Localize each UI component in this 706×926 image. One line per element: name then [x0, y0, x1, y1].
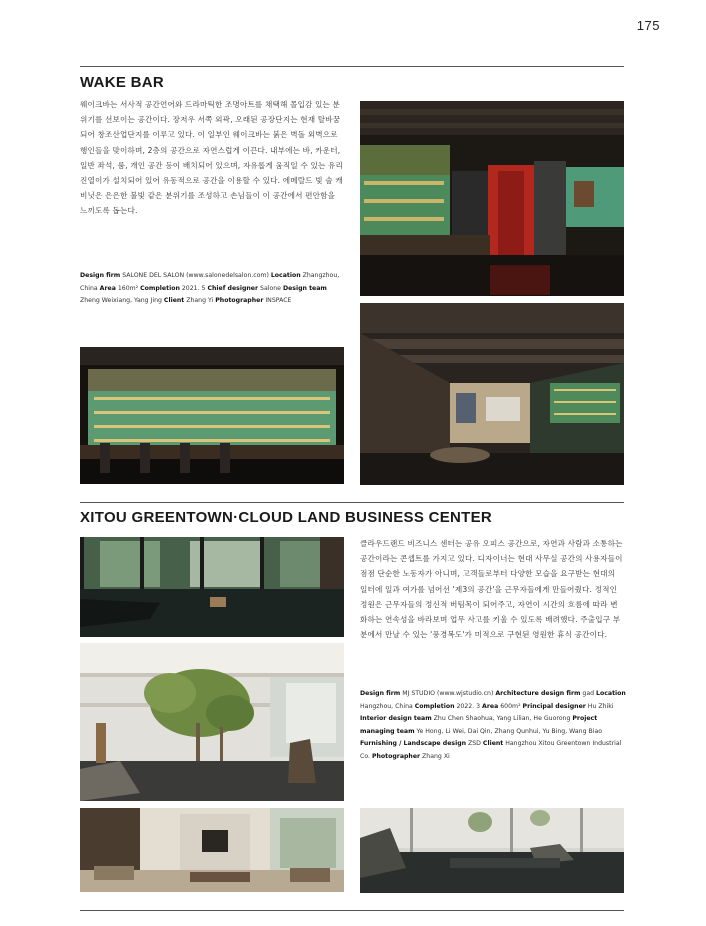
wake-bar-photo-lounge — [360, 303, 624, 485]
xitou-title: XITOU GREENTOWN·CLOUD LAND BUSINESS CENTER — [80, 509, 493, 526]
credit-value: Zhang Xi — [422, 752, 450, 760]
credit-item — [140, 285, 205, 292]
credit-value: 2022. 3 — [456, 702, 481, 710]
credit-label: Client — [482, 740, 504, 747]
credit-label: Client — [163, 297, 185, 304]
credit-label: Area — [482, 702, 499, 710]
wake-bar-photo-interior — [360, 101, 624, 296]
credit-value: SALONE DEL SALON (www.salonedelsalon.com) — [122, 272, 269, 279]
section-divider — [80, 66, 624, 67]
credit-item — [80, 272, 269, 279]
credit-value: Zhu Chen Shaohua, Yang Lilian, He Guorong — [433, 715, 571, 722]
credit-item — [207, 285, 281, 292]
wake-bar-photo-bar-counter — [80, 347, 344, 484]
credit-label: Design firm — [80, 272, 121, 279]
xitou-photo-facade — [80, 537, 344, 637]
credit-value: Zheng Weixiang, Yang Jing — [80, 297, 162, 304]
credit-item — [215, 297, 291, 304]
credit-item — [482, 703, 521, 710]
credit-item — [360, 690, 493, 697]
credit-item — [523, 703, 614, 710]
credit-value: Hu Zhiki — [587, 702, 614, 710]
credit-value: gad — [582, 690, 595, 697]
credit-label: Chief designer — [207, 284, 259, 292]
credit-value: 600m² — [500, 702, 521, 710]
credit-label: Design firm — [360, 690, 401, 697]
xitou-photo-lounge — [80, 808, 344, 892]
credit-item — [495, 690, 594, 697]
credit-item — [415, 703, 480, 710]
credit-label: Principal designer — [522, 702, 586, 710]
credit-item — [164, 297, 213, 304]
credit-item — [372, 753, 450, 760]
credit-label: Location — [270, 272, 301, 279]
section-divider — [80, 910, 624, 911]
credit-value: Hangzhou, China — [360, 702, 413, 710]
credit-label: Design team — [282, 284, 327, 292]
credit-value: Zhangzhou, China — [80, 272, 340, 292]
page-number: 175 — [636, 18, 660, 33]
section-divider — [80, 502, 624, 503]
credit-value: Ye Hong, Li Wei, Dai Qin, Zhang Qunhui, Yu Bing, Wang Biao — [416, 727, 603, 735]
credit-label: Completion — [140, 284, 180, 292]
wake-bar-title: WAKE BAR — [80, 74, 165, 91]
credit-value: Hangzhou Xitou Greentown Industrial Co. — [360, 740, 622, 760]
credit-label: Project managing team — [360, 715, 598, 735]
credit-label: Photographer — [371, 752, 421, 760]
wake-bar-body: 웨이크바는 서사적 공간언어와 드라마틱한 조명아트를 채택해 몰입감 있는 분위기를 선보이는 공간이다. 장저우 서쪽 외곽, 오래된 공장단지는 현재 탈바꿈되어 창조산업단지를 이루고 있다. 이 일부인 웨이크바는 붉은 벽돌 외벽으로 행인들을 맞이하며, 2층의 공간으로 자연스럽게 이끈다. 내부에는 바, 카운터, 일반 좌석, 룸, 개인 공간 등이 배치되어 있으며, 자유롭게 움직일 수 있는 유리 진열이가 설치되어 있어 유동적으로 공간을 이용할 수 있다. 에메랄드 빛 술 캐비닛은 은은한 불빛 같은 분위기를 조성하고 손님들이 이 공간에서 편안함을 느끼도록 돕는다. — [80, 100, 344, 216]
credit-label: Furnishing / Landscape design — [360, 740, 467, 747]
wake-bar-credits — [80, 270, 346, 308]
credit-value: Zhang Yi — [186, 297, 214, 304]
xitou-photo-water-garden — [360, 808, 624, 893]
credit-item — [360, 740, 481, 747]
credit-value: 160m² — [117, 284, 139, 292]
credit-label: Area — [99, 284, 116, 292]
credit-value: MJ STUDIO (www.wjstudio.cn) — [402, 690, 494, 697]
xitou-photo-atrium — [80, 643, 344, 801]
xitou-credits — [360, 688, 626, 763]
credit-label: Architecture design firm — [495, 690, 581, 697]
credit-label: Photographer — [215, 297, 264, 304]
credit-item — [360, 715, 570, 722]
credit-value: Salone — [260, 284, 281, 292]
credit-value: 2021. 5 — [181, 284, 206, 292]
credit-value: INSPACE — [265, 297, 292, 304]
credit-value: ZSD — [468, 740, 481, 747]
xitou-body: 클라우드랜드 비즈니스 센터는 공유 오피스 공간으로, 자연과 사람과 소통하는 공간이라는 콘셉트를 가지고 있다. 디자이너는 현대 사무실 공간의 사용자들이 점점 단순한 노동자가 아니며, 고객들로부터 다양한 모습을 요구받는 현대의 일터에 일과 여가를 넘어선 '제3의 공간'을 근무자들에게 만들어줬다. 정적인 정원은 근무자들의 정신적 버팀목이 되어주고, 자연이 시간의 흐름에 따라 변화하는 연속성을 바라보며 업무 사고를 키울 수 있도록 배려했다. 주출입구 부분에서 만날 수 있는 '풍경복도'가 미적으로 구현된 영원한 휴식 공간이다. — [360, 539, 623, 640]
credit-item — [100, 285, 139, 292]
credit-label: Location — [596, 690, 626, 697]
credit-label: Interior design team — [360, 715, 432, 722]
credit-label: Completion — [414, 702, 455, 710]
